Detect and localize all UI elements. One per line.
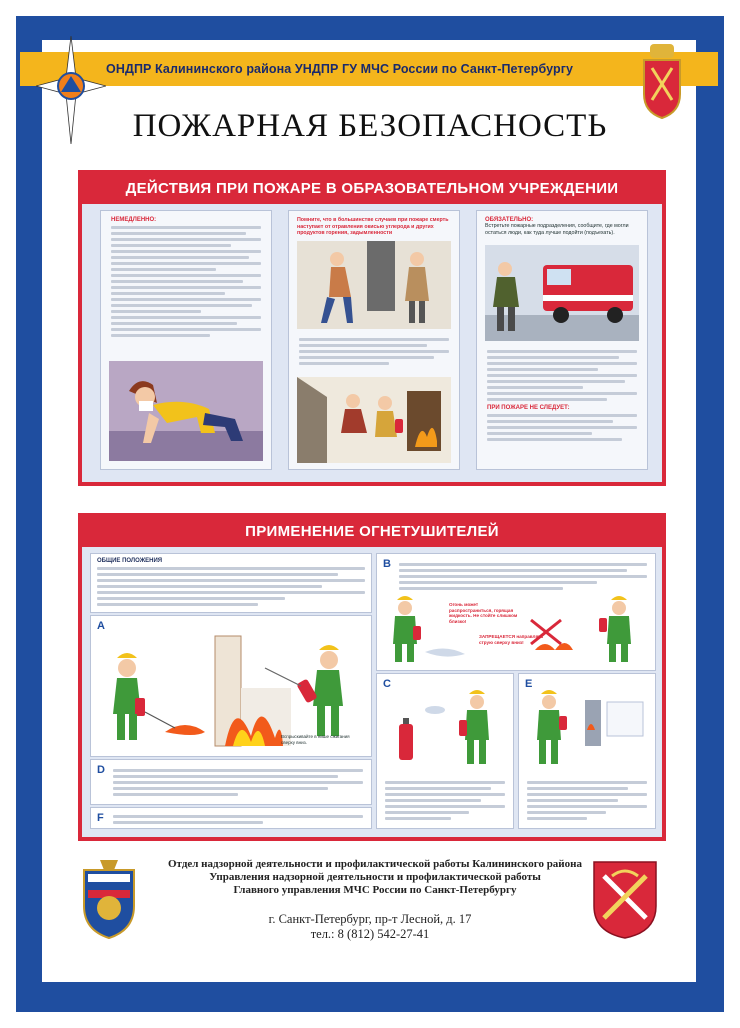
crawling-person-illustration [109,361,263,461]
footer-line-2: Управления надзорной деятельности и профилактической работы [209,871,541,883]
general-heading: ОБЩИЕ ПОЛОЖЕНИЯ [97,558,163,564]
do-not-heading: ПРИ ПОЖАРЕ НЕ СЛЕДУЕТ: [487,405,570,411]
footer-line-3: Главного управления МЧС России по Санкт-Петербургу [233,884,517,896]
co-warning-text: Помните, что в большинстве случаев при пожаре смерть наступает от отравления окисью углерода и других продуктов горения, задымленности [297,217,449,237]
org-line: ОНДПР Калининского района УНДПР ГУ МЧС России по Санкт-Петербургу [106,62,574,76]
extinguisher-panel [78,513,666,841]
mandatory-heading: ОБЯЗАТЕЛЬНО: [485,217,534,223]
fire-actions-title: ДЕЙСТВИЯ ПРИ ПОЖАРЕ В ОБРАЗОВАТЕЛЬНОМ УЧРЕЖДЕНИИ [82,174,662,204]
mchs-emblem-icon [78,856,140,940]
section-a-note: Вспрыскивайте в нише сжигания сверху вниз. [281,734,350,745]
footer-org [150,858,600,897]
fire-actions-panel [78,170,666,486]
section-d-box [90,759,372,805]
mandatory-text: Встретьте пожарные подразделения, сообщите, где могли остаться люди, как туда лучше подойти (подъехать). [485,223,629,236]
evacuation-illustration [297,241,451,329]
section-b-warning-2: ЗАПРЕЩАЕТСЯ направлять струю сверху вниз! [479,634,544,645]
extinguisher-title: ПРИМЕНЕНИЕ ОГНЕТУШИТЕЛЕЙ [82,517,662,547]
section-b-letter: B [383,558,391,570]
section-d-letter: D [97,764,105,776]
footer-address: г. Санкт-Петербург, пр-т Лесной, д. 17 [268,912,472,926]
section-e-letter: E [525,678,533,690]
section-c-letter: C [383,678,391,690]
actions-column-1 [100,210,272,470]
footer-contacts [150,912,590,942]
section-a-letter: A [97,620,105,632]
immediately-heading: НЕМЕДЛЕННО: [111,217,157,223]
section-e-box [518,673,656,829]
extinguisher-e-illustration [527,690,647,770]
footer-line-1: Отдел надзорной деятельности и профилактической работы Калининского района [168,858,582,870]
section-f-letter: F [97,812,104,824]
section-b-box [376,553,656,671]
section-a-box [90,615,372,757]
extinguishing-illustration [297,377,451,463]
city-crest-icon [590,856,660,940]
fire-truck-illustration [485,245,639,341]
section-c-box [376,673,514,829]
page-title: ПОЖАРНАЯ БЕЗОПАСНОСТЬ [132,108,608,144]
extinguisher-c-illustration [385,690,505,770]
general-provisions-box [90,553,372,613]
actions-column-3 [476,210,648,470]
section-f-box [90,807,372,829]
footer-phone: тел.: 8 (812) 542-27-41 [310,927,430,941]
actions-column-2 [288,210,460,470]
section-b-warning-1: Огонь может распространиться, горящая жидкость. Не стойте слишком близко! [449,602,518,624]
